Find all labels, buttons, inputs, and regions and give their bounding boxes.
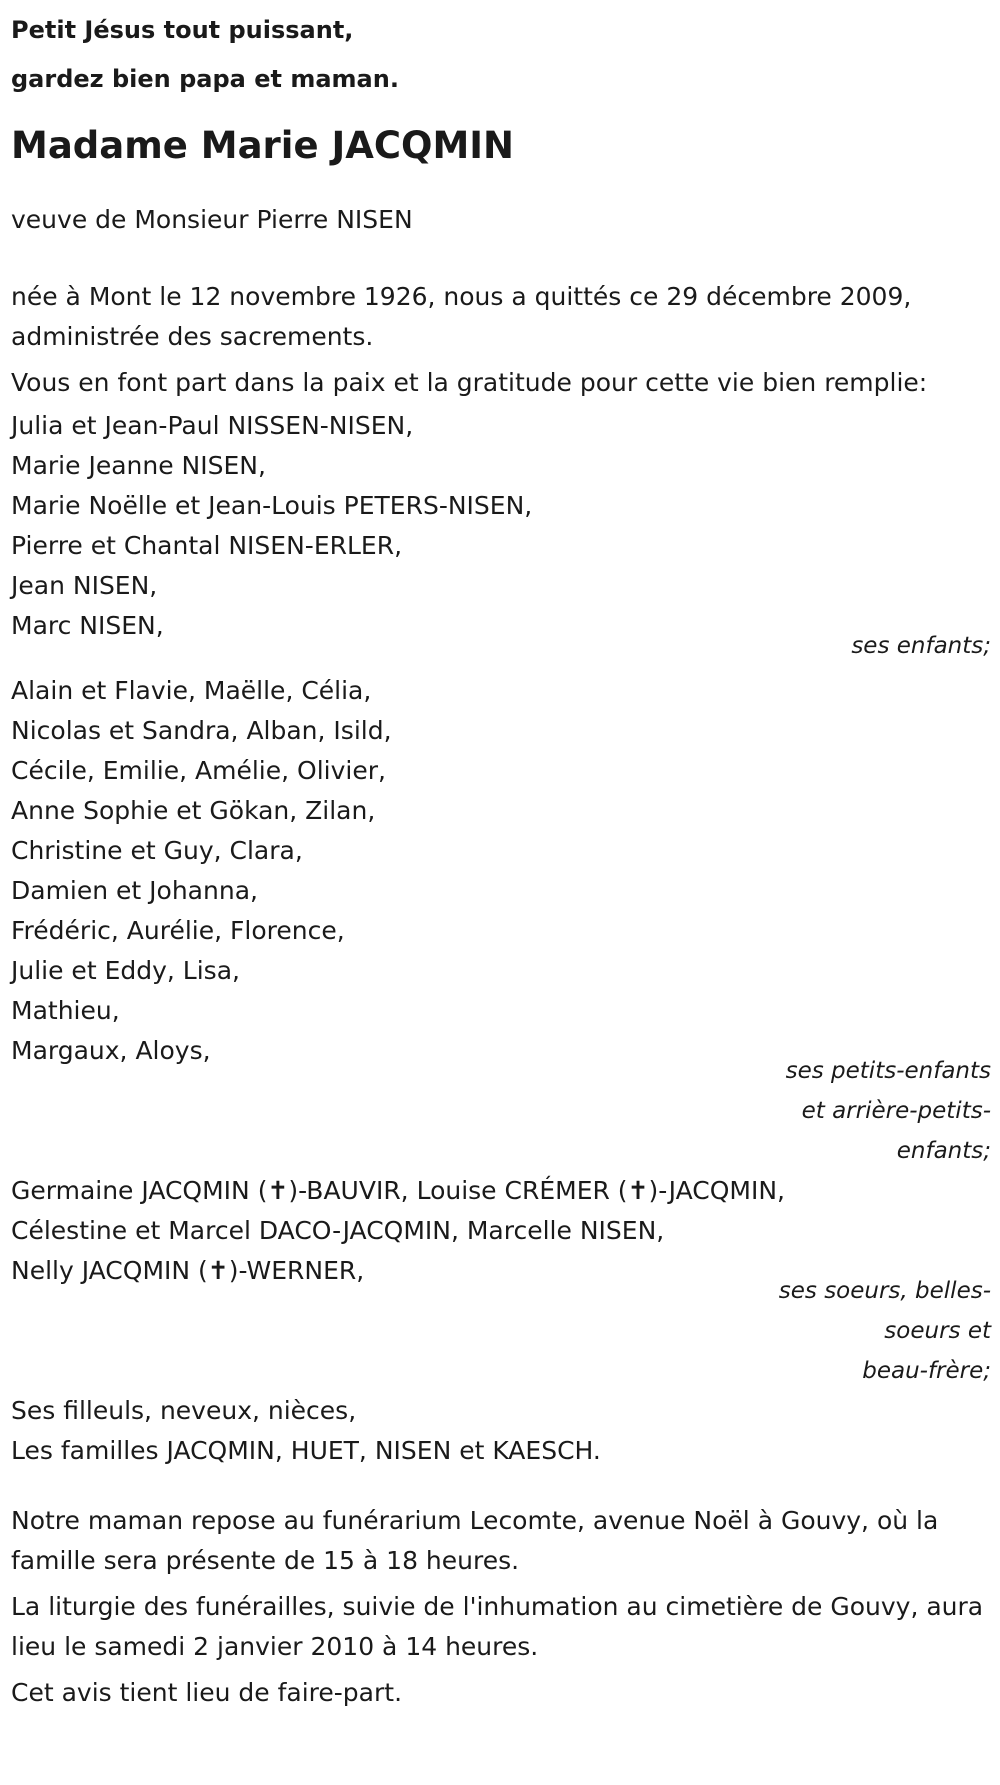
deceased-name: Madame Marie JACQMIN	[11, 124, 515, 167]
closing-notice: Cet avis tient lieu de faire-part.	[11, 1678, 403, 1707]
list-item: Marc NISEN,	[11, 611, 164, 640]
list-item: Christine et Guy, Clara,	[11, 836, 303, 865]
list-item: Frédéric, Aurélie, Florence,	[11, 916, 345, 945]
list-item: Marie Noëlle et Jean-Louis PETERS-NISEN,	[11, 491, 533, 520]
relation-line: et arrière-petits-	[801, 1098, 991, 1124]
list-item: Ses filleuls, neveux, nièces,	[11, 1396, 357, 1425]
liturgy-notice: La liturgie des funérailles, suivie de l'inhumation au cimetière de Gouvy, aura lieu le samedi 2 janvier 2010 à 14 heures.	[11, 1592, 984, 1661]
list-item: Anne Sophie et Gökan, Zilan,	[11, 796, 376, 825]
relation-line: ses soeurs, belles-	[778, 1278, 991, 1304]
list-item: Pierre et Chantal NISEN-ERLER,	[11, 531, 403, 560]
list-item: Cécile, Emilie, Amélie, Olivier,	[11, 756, 386, 785]
list-item: Nicolas et Sandra, Alban, Isild,	[11, 716, 392, 745]
list-item: Célestine et Marcel DACO-JACQMIN, Marcelle NISEN,	[11, 1216, 665, 1245]
widow-of: veuve de Monsieur Pierre NISEN	[11, 205, 413, 234]
obituary-content	[11, 6, 991, 1713]
relation-line: ses petits-enfants	[785, 1058, 991, 1084]
list-item: Mathieu,	[11, 996, 120, 1025]
list-item: Marie Jeanne NISEN,	[11, 451, 266, 480]
list-item: Julia et Jean-Paul NISSEN-NISEN,	[11, 411, 414, 440]
birth-death-text: née à Mont le 12 novembre 1926, nous a quittés ce 29 décembre 2009, administrée des sacrements.	[11, 282, 912, 351]
relation-line: beau-frère;	[862, 1358, 991, 1384]
list-item: Alain et Flavie, Maëlle, Célia,	[11, 676, 372, 705]
others-list	[11, 1391, 991, 1471]
epigraph-line-2: gardez bien papa et maman.	[11, 65, 399, 93]
relation-line: soeurs et	[884, 1318, 991, 1344]
funerarium-notice: Notre maman repose au funérarium Lecomte, avenue Noël à Gouvy, où la famille sera présente de 15 à 18 heures.	[11, 1506, 939, 1575]
list-item: Margaux, Aloys,	[11, 1036, 211, 1065]
children-list	[11, 406, 991, 646]
children-relation: ses enfants;	[851, 633, 991, 659]
announcement-text: Vous en font part dans la paix et la gratitude pour cette vie bien remplie:	[11, 368, 928, 397]
list-item: Germaine JACQMIN (✝)-BAUVIR, Louise CRÉMER (✝)-JACQMIN,	[11, 1176, 785, 1205]
relation-line: enfants;	[896, 1138, 991, 1164]
list-item: Jean NISEN,	[11, 571, 158, 600]
grandchildren-list	[11, 671, 991, 1071]
list-item: Nelly JACQMIN (✝)-WERNER,	[11, 1256, 365, 1285]
list-item: Damien et Johanna,	[11, 876, 258, 905]
list-item: Julie et Eddy, Lisa,	[11, 956, 240, 985]
epigraph-line-1: Petit Jésus tout puissant,	[11, 16, 354, 44]
list-item: Les familles JACQMIN, HUET, NISEN et KAESCH.	[11, 1436, 601, 1465]
